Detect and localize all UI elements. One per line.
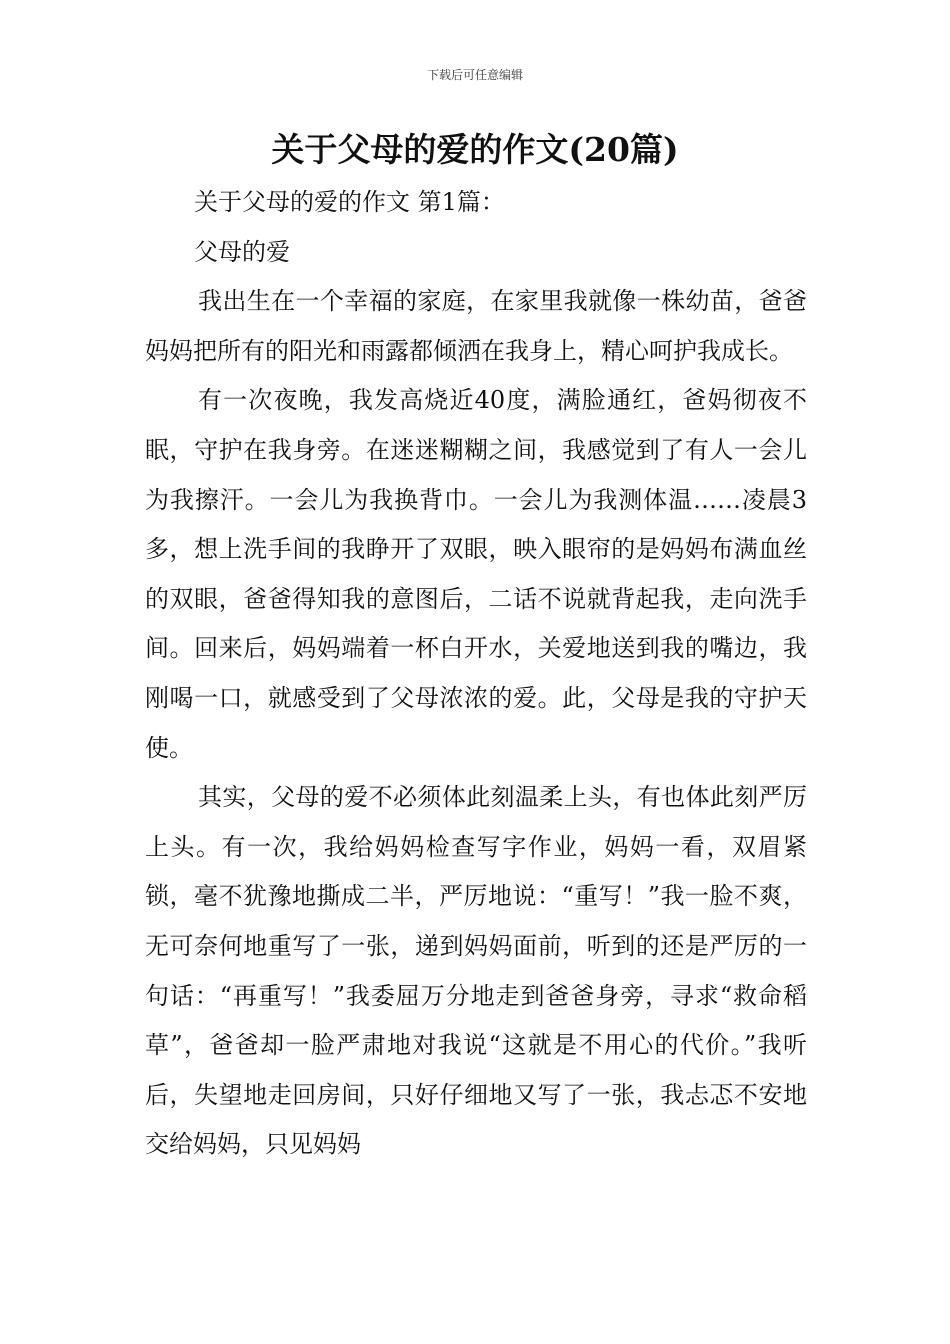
- document-body: [145, 178, 807, 1170]
- paragraph-3: 其实，父母的爱不必须体此刻温柔上头，有也体此刻严厉上头。有一次，我给妈妈检查写字作业，妈妈一看，双眉紧锁，毫不犹豫地撕成二半，严厉地说：“重写！”我一脸不爽，无可奈何地重写了一张，递到妈妈面前，听到的还是严厉的一句话：“再重写！”我委屈万分地走到爸爸身旁，寻求“救命稻草”，爸爸却一脸严肃地对我说“这就是不用心的代价。”我听后，失望地走回房间，只好仔细地又写了一张，我忐忑不安地交给妈妈，只见妈妈: [145, 783, 807, 1159]
- paragraph-2: 有一次夜晚，我发高烧近40度，满脸通红，爸妈彻夜不眠，守护在我身旁。在迷迷糊糊之间，我感觉到了有人一会儿为我擦汗。一会儿为我换背巾。一会儿为我测体温……凌晨3多，想上洗手间的我睁开了双眼，映入眼帘的是妈妈布满血丝的双眼，爸爸得知我的意图后，二话不说就背起我，走向洗手间。回来后，妈妈端着一杯白开水，关爱地送到我的嘴边，我刚喝一口，就感受到了父母浓浓的爱。此，父母是我的守护天使。: [145, 386, 807, 762]
- paragraph-1: 我出生在一个幸福的家庭，在家里我就像一株幼苗，爸爸妈妈把所有的阳光和雨露都倾洒在我身上，精心呵护我成长。: [145, 287, 807, 365]
- section-heading: 关于父母的爱的作文 第1篇：: [194, 188, 505, 216]
- essay-title: 父母的爱: [194, 237, 290, 266]
- header-note: 下载后可任意编辑: [426, 68, 523, 82]
- document-title: 关于父母的爱的作文(20篇): [271, 130, 679, 169]
